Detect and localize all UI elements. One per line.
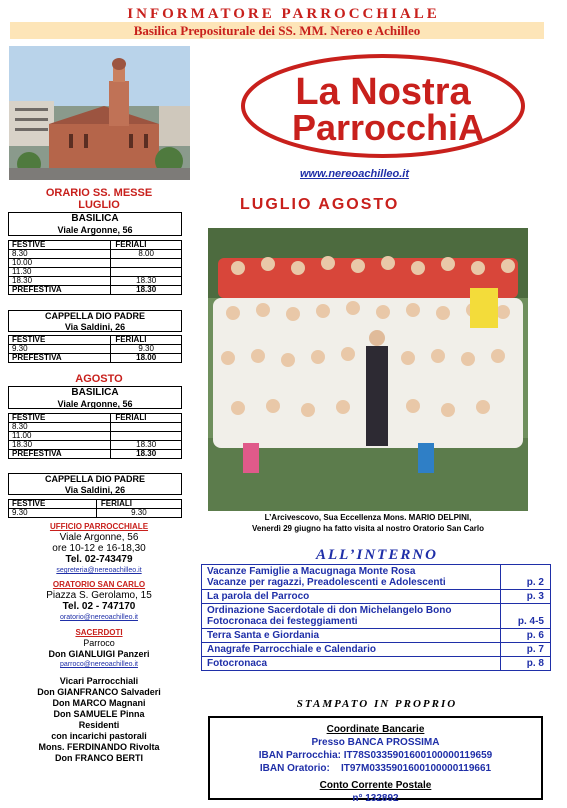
contents-row bbox=[202, 590, 551, 604]
table-row: FESTIVE FERIALI bbox=[9, 500, 182, 509]
parroco-email[interactable]: parroco@nereoachilleo.it bbox=[60, 661, 138, 668]
table-row: 9.30 9.30 bbox=[9, 345, 182, 354]
iban-parrocchia: IBAN Parrocchia: IT78S0335901600100000119659 bbox=[258, 750, 493, 761]
logo-line1: La Nostra bbox=[295, 71, 471, 113]
postal-number: n° 132892 bbox=[352, 793, 399, 804]
table-row: 8.30 8.00 bbox=[9, 250, 182, 259]
parish-name-band: Basilica Prepositurale dei SS. MM. Nereo e Achilleo bbox=[10, 22, 544, 39]
contents-row bbox=[202, 643, 551, 657]
contents-table bbox=[201, 564, 551, 671]
table-row: 9.30 9.30 bbox=[9, 509, 182, 518]
bank-details-box bbox=[208, 716, 543, 804]
cappella-box-july bbox=[8, 310, 182, 332]
contents-item: Fotocronaca bbox=[202, 657, 501, 671]
contents-row bbox=[202, 657, 551, 671]
month-august: AGOSTO bbox=[75, 373, 123, 385]
table-row: PREFESTIVA 18.00 bbox=[9, 354, 182, 363]
oratorio-phone: Tel. 02 - 747170 bbox=[62, 601, 136, 612]
office-phone: Tel. 02-743479 bbox=[65, 554, 133, 565]
index-title: ALL’INTERNO bbox=[315, 547, 438, 563]
iban-oratorio: IBAN Oratorio: IT97M0335901600100000119661 bbox=[259, 763, 492, 774]
contents-row bbox=[202, 565, 551, 590]
vicario-name: Don MARCO Magnani bbox=[52, 698, 146, 708]
table-row: 18.30 18.30 bbox=[9, 277, 182, 286]
vicari-role: Vicari Parrocchiali bbox=[59, 676, 139, 686]
priests-heading: SACERDOTI bbox=[75, 628, 123, 637]
parroco-name: Don GIANLUIGI Panzeri bbox=[48, 649, 150, 659]
basilica-address: Viale Argonne, 56 bbox=[57, 225, 133, 235]
table-row: PREFESTIVA 18.30 bbox=[9, 286, 182, 295]
parroco-role: Parroco bbox=[83, 638, 115, 648]
contents-item: Anagrafe Parrocchiale e Calendario bbox=[202, 643, 501, 657]
table-row: PREFESTIVA 18.30 bbox=[9, 450, 182, 459]
table-row: FESTIVE FERIALI bbox=[9, 414, 182, 423]
cappella-box-august bbox=[8, 473, 182, 495]
contents-item: La parola del Parroco bbox=[202, 590, 501, 604]
basilica-name: BASILICA bbox=[71, 213, 119, 224]
cappella-address: Via Saldini, 26 bbox=[64, 322, 126, 332]
photo-caption-line1: L’Arcivescovo, Sua Eccellenza Mons. MARIO DELPINI, bbox=[264, 513, 472, 522]
cappella-name: CAPPELLA DIO PADRE bbox=[44, 474, 145, 484]
contents-item: Ordinazione Sacerdotale di don Michelangelo Bono Fotocronaca dei festeggiamenti bbox=[202, 604, 501, 629]
bank-title: Coordinate Bancarie bbox=[326, 724, 425, 735]
issue-title: LUGLIO AGOSTO bbox=[240, 196, 400, 213]
oratorio-heading: ORATORIO SAN CARLO bbox=[52, 580, 146, 589]
residenti-role: Residenti bbox=[78, 720, 120, 730]
website-link[interactable]: www.nereoachilleo.it bbox=[300, 168, 410, 180]
contents-page: p. 8 bbox=[501, 657, 551, 671]
office-hours: ore 10-12 e 16-18,30 bbox=[52, 543, 146, 554]
residenti-subrole: con incarichi pastorali bbox=[51, 731, 147, 741]
basilica-box-august bbox=[8, 386, 182, 409]
contents-page: p. 4-5 bbox=[501, 604, 551, 629]
month-july: LUGLIO bbox=[78, 199, 120, 211]
contents-page: p. 6 bbox=[501, 629, 551, 643]
group-photo bbox=[208, 228, 528, 511]
office-heading: UFFICIO PARROCCHIALE bbox=[49, 522, 149, 531]
contents-row bbox=[202, 604, 551, 629]
cappella-address: Via Saldini, 26 bbox=[64, 485, 126, 495]
residente-name: Don FRANCO BERTI bbox=[55, 753, 143, 763]
table-row: FESTIVE FERIALI bbox=[9, 336, 182, 345]
photo-caption-line2: Venerdì 29 giugno ha fatto visita al nostro Oratorio San Carlo bbox=[251, 524, 485, 533]
contents-item: Terra Santa e Giordania bbox=[202, 629, 501, 643]
contents-page: p. 7 bbox=[501, 643, 551, 657]
table-row: 18.30 18.30 bbox=[9, 441, 182, 450]
table-row: 11.00 bbox=[9, 432, 182, 441]
oratorio-address: Piazza S. Gerolamo, 15 bbox=[46, 590, 152, 601]
bank-name: Presso BANCA PROSSIMA bbox=[311, 737, 440, 748]
basilica-photo bbox=[9, 46, 190, 180]
oratorio-email[interactable]: oratorio@nereoachilleo.it bbox=[60, 614, 138, 621]
newsletter-title: INFORMATORE PARROCCHIALE bbox=[127, 6, 440, 22]
logo-line2: ParrocchiA bbox=[291, 107, 485, 148]
cappella-schedule-august bbox=[8, 499, 182, 518]
table-row: 10.00 bbox=[9, 259, 182, 268]
table-row: 11.30 bbox=[9, 268, 182, 277]
vicario-name: Don SAMUELE Pinna bbox=[53, 709, 145, 719]
basilica-address: Viale Argonne, 56 bbox=[57, 399, 133, 409]
contents-page: p. 2 bbox=[501, 565, 551, 590]
basilica-schedule-july bbox=[8, 240, 182, 295]
cappella-name: CAPPELLA DIO PADRE bbox=[44, 311, 145, 321]
cappella-schedule-july bbox=[8, 335, 182, 363]
vicario-name: Don GIANFRANCO Salvaderi bbox=[37, 687, 161, 697]
contents-item: Vacanze Famiglie a Macugnaga Monte Rosa Vacanze per ragazzi, Preadolescenti e Adolescenti bbox=[202, 565, 501, 590]
postal-title: Conto Corrente Postale bbox=[319, 780, 432, 791]
basilica-name: BASILICA bbox=[71, 387, 119, 398]
office-address: Viale Argonne, 56 bbox=[59, 532, 139, 543]
table-row: FESTIVE FERIALI bbox=[9, 241, 182, 250]
la-nostra-parrocchia-logo bbox=[238, 52, 528, 160]
residente-name: Mons. FERDINANDO Rivolta bbox=[38, 742, 160, 752]
table-row: 8.30 bbox=[9, 423, 182, 432]
contents-row bbox=[202, 629, 551, 643]
schedule-title: ORARIO SS. MESSE bbox=[45, 187, 153, 199]
contents-page: p. 3 bbox=[501, 590, 551, 604]
basilica-box-july bbox=[8, 212, 182, 236]
office-email[interactable]: segreteria@nereoachilleo.it bbox=[56, 567, 142, 574]
printed-notice: STAMPATO IN PROPRIO bbox=[296, 698, 458, 710]
basilica-schedule-august bbox=[8, 413, 182, 459]
